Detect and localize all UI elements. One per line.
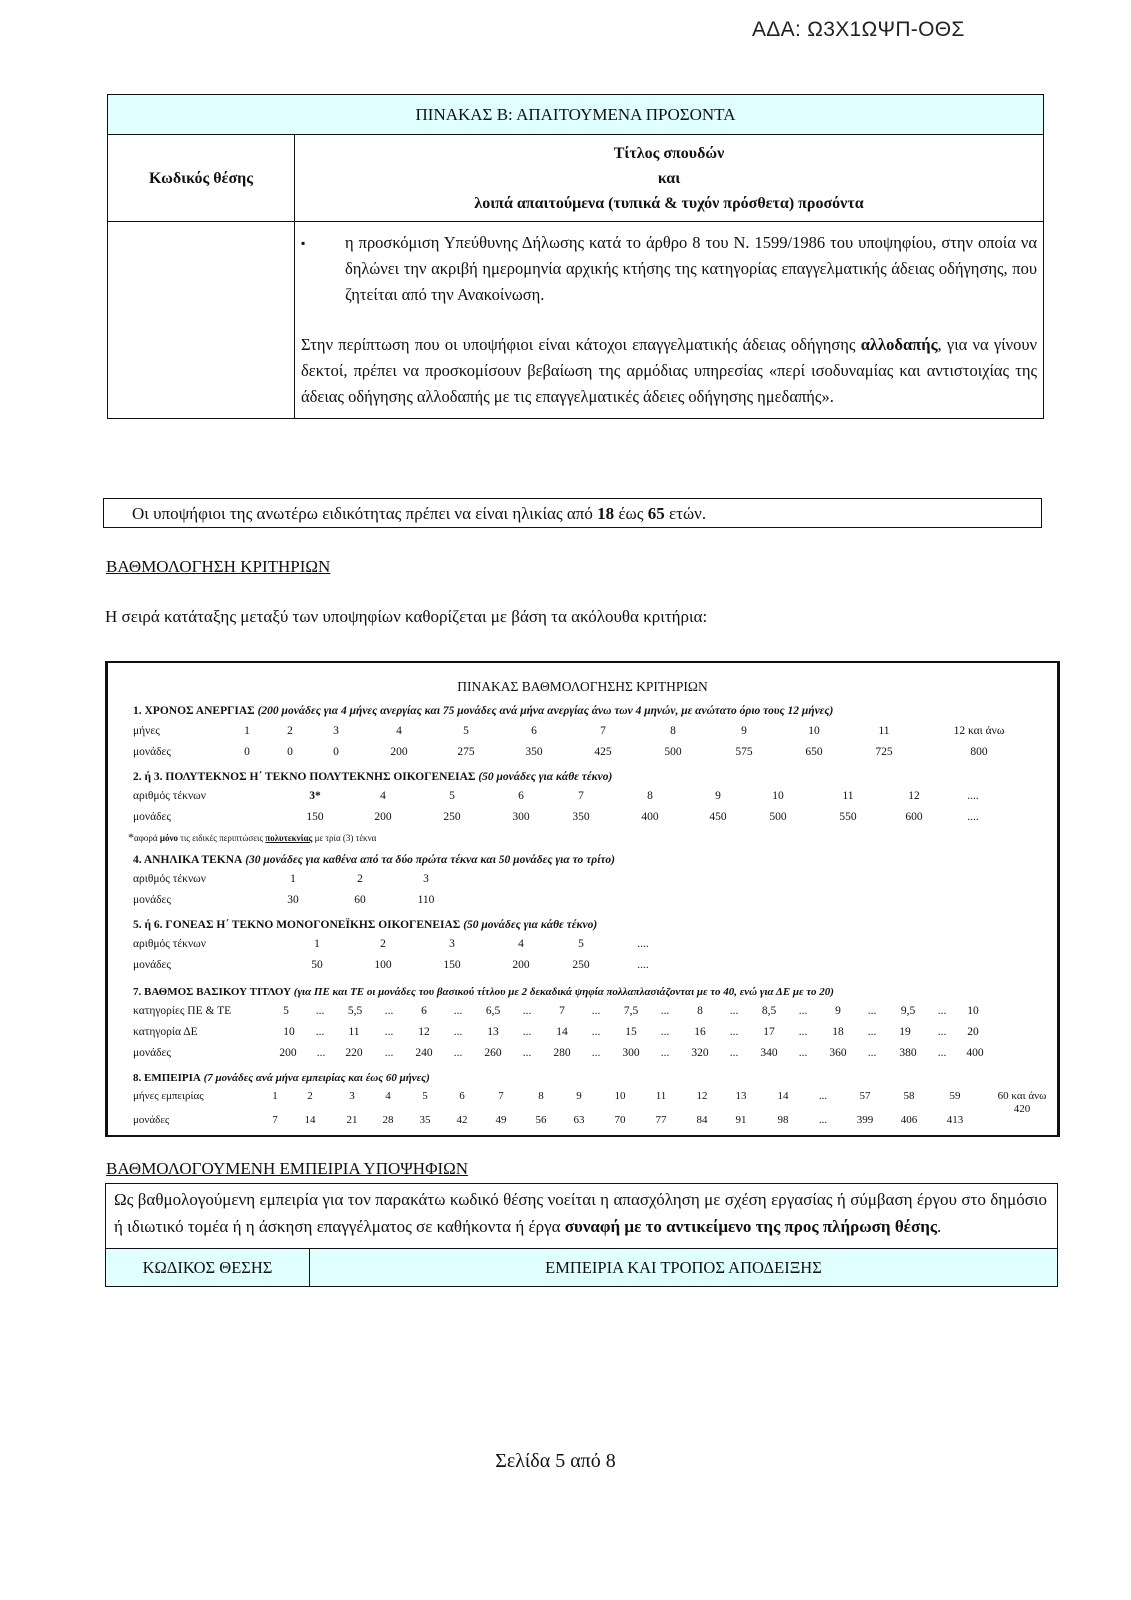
cell-value: 7 [578, 790, 584, 802]
cell-value: ... [798, 1047, 808, 1059]
age-requirement-box [103, 498, 1042, 528]
cell-value: 1 [244, 725, 250, 737]
cell-value: 2 [357, 873, 363, 885]
cell-value: ... [818, 1114, 828, 1126]
row-label: αριθμός τέκνων [133, 938, 206, 950]
cell-value: 7 [600, 725, 606, 737]
cell-value: 12 [418, 1026, 430, 1038]
cell-value: 4 [396, 725, 402, 737]
qualifications-cell [295, 222, 1044, 419]
cell-value: 63 [573, 1114, 585, 1126]
text: έως [614, 504, 648, 523]
cell-value: ... [729, 1026, 739, 1038]
cell-value: 14 [777, 1090, 789, 1102]
cell-value: 450 [709, 811, 727, 823]
cell-value: ... [660, 1047, 670, 1059]
cell-value: 30 [287, 894, 299, 906]
text: . [937, 1217, 942, 1236]
cell-value: ... [453, 1047, 463, 1059]
cell-value: 4 [518, 938, 524, 950]
cell-value: 4 [380, 790, 386, 802]
cell-value: 57 [859, 1090, 871, 1102]
cell-value: 250 [443, 811, 461, 823]
cell-value: ... [591, 1026, 601, 1038]
cell-value: 100 [374, 959, 392, 971]
cell-value: 9 [835, 1005, 841, 1017]
cell-value: 550 [839, 811, 857, 823]
cell-value: 5 [283, 1005, 289, 1017]
cell-value: .... [637, 938, 649, 950]
experience-description [106, 1184, 1058, 1249]
section-single-parent-heading: 5. ή 6. ΓΟΝΕΑΣ Η΄ ΤΕΚΝΟ ΜΟΝΟΓΟΝΕΪΚΗΣ ΟΙΚΟΓΕΝΕΙΑΣ (50 μονάδες για κάθε τέκνο) [133, 919, 598, 931]
cell-value: 260 [484, 1047, 502, 1059]
position-code-cell [108, 222, 295, 419]
experience-proof-header: ΕΜΠΕΙΡΙΑ ΚΑΙ ΤΡΟΠΟΣ ΑΠΟΔΕΙΞΗΣ [310, 1249, 1058, 1287]
cell-value: 3* [309, 790, 321, 802]
cell-value: 9,5 [900, 1005, 916, 1017]
cell-value: 84 [696, 1114, 708, 1126]
cell-value: 12 [696, 1090, 708, 1102]
cell-value: 3 [349, 1090, 355, 1102]
cell-value: 13 [487, 1026, 499, 1038]
cell-value: 5 [578, 938, 584, 950]
cell-value: 3 [333, 725, 339, 737]
large-family-footnote: *αφορά μόνο τις ειδικές περιπτώσεις πολυτεκνίας με τρία (3) τέκνα [128, 830, 377, 844]
cell-value: 5,5 [347, 1005, 363, 1017]
bullet-icon: ▪ [301, 236, 306, 250]
cell-value: 400 [966, 1047, 984, 1059]
page-number: Σελίδα 5 από 8 [495, 1450, 616, 1472]
cell-value: 650 [805, 746, 823, 758]
cell-value: 240 [415, 1047, 433, 1059]
cell-value: 413 [946, 1114, 964, 1126]
cell-value: 60 [354, 894, 366, 906]
cell-value: 58 [903, 1090, 915, 1102]
bold-text: συναφή με το αντικείμενο της προς πλήρωση θέσης [564, 1217, 938, 1236]
cell-value: ... [522, 1005, 532, 1017]
cell-value: 575 [735, 746, 753, 758]
cell-value: 98 [777, 1114, 789, 1126]
cell-value: 15 [625, 1026, 637, 1038]
cell-value: .... [967, 811, 979, 823]
cell-value: 6,5 [485, 1005, 501, 1017]
cell-value: 500 [664, 746, 682, 758]
cell-value: 11 [655, 1090, 667, 1102]
cell-value: 725 [875, 746, 893, 758]
cell-value: 250 [572, 959, 590, 971]
cell-value: 275 [457, 746, 475, 758]
cell-value: 19 [899, 1026, 911, 1038]
cell-value: 13 [735, 1090, 747, 1102]
cell-value: 12 [908, 790, 920, 802]
cell-value: 7 [559, 1005, 565, 1017]
cell-value: ... [660, 1005, 670, 1017]
cell-value: ... [867, 1026, 877, 1038]
text: Στην περίπτωση που οι υποψήφιοι είναι κάτοχοι επαγγελματικής άδειας οδήγησης [301, 335, 861, 354]
cell-value: 2 [380, 938, 386, 950]
cell-value: 8,5 [761, 1005, 777, 1017]
cell-value: ... [315, 1026, 325, 1038]
header-line: και [657, 169, 681, 187]
cell-value: 0 [244, 746, 250, 758]
cell-value: 49 [495, 1114, 507, 1126]
experience-table [105, 1183, 1058, 1287]
cell-value: 60 και άνω [997, 1090, 1047, 1102]
cell-value: ... [729, 1047, 739, 1059]
bullet-text: η προσκόμιση Υπεύθυνης Δήλωσης κατά το άρθρο 8 του Ν. 1599/1986 του υποψηφίου, στην οποία να δηλώνει την ακριβή ημερομηνία αρχικής κτήσης της κατηγορίας επαγγελματικής άδειας οδήγησης, που ζητείται από την Ανακοίνωση. [345, 233, 1037, 304]
cell-value: ... [315, 1005, 325, 1017]
cell-value: 340 [760, 1047, 778, 1059]
cell-value: 16 [694, 1026, 706, 1038]
cell-value: 9 [576, 1090, 582, 1102]
cell-value: ... [316, 1047, 326, 1059]
row-label: μονάδες [133, 1114, 170, 1126]
cell-value: 350 [525, 746, 543, 758]
cell-value: 6 [518, 790, 524, 802]
experience-heading: ΒΑΘΜΟΛΟΓΟΥΜΕΝΗ ΕΜΠΕΙΡΙΑ ΥΠΟΨΗΦΙΩΝ [106, 1159, 469, 1178]
cell-value: 42 [456, 1114, 468, 1126]
cell-value: 8 [670, 725, 676, 737]
section-minor-children-heading: 4. ΑΝΗΛΙΚΑ ΤΕΚΝΑ (30 μονάδες για καθένα από τα δύο πρώτα τέκνα και 50 μονάδες για το τρίτο) [133, 854, 615, 866]
cell-value: 800 [970, 746, 988, 758]
cell-value: 399 [856, 1114, 874, 1126]
bold-text: αλλοδαπής [860, 335, 938, 354]
criteria-heading: ΒΑΘΜΟΛΟΓΗΣΗ ΚΡΙΤΗΡΙΩΝ [106, 557, 331, 576]
cell-value: 6 [459, 1090, 465, 1102]
text: ετών. [664, 504, 707, 523]
foreign-license-paragraph [301, 332, 1037, 410]
cell-value: 0 [287, 746, 293, 758]
cell-value: ... [867, 1047, 877, 1059]
qualifications-header [295, 135, 1044, 222]
cell-value: 360 [829, 1047, 847, 1059]
cell-value: 5 [463, 725, 469, 737]
section-degree-grade-heading: 7. ΒΑΘΜΟΣ ΒΑΣΙΚΟΥ ΤΙΤΛΟΥ (για ΠΕ και ΤΕ οι μονάδες του βασικού τίτλου με 2 δεκαδικά ψηφία πολλαπλασιάζονται με το 40, ενώ για ΔΕ με το 20) [133, 986, 834, 998]
criteria-intro: Η σειρά κατάταξης μεταξύ των υποψηφίων καθορίζεται με βάση τα ακόλουθα κριτήρια: [105, 607, 708, 626]
cell-value: 200 [390, 746, 408, 758]
cell-value: 20 [967, 1026, 979, 1038]
cell-value: 220 [345, 1047, 363, 1059]
cell-value: 0 [333, 746, 339, 758]
cell-value: 10 [283, 1026, 295, 1038]
cell-value: 21 [346, 1114, 358, 1126]
cell-value: 1 [272, 1090, 278, 1102]
cell-value: 400 [641, 811, 659, 823]
cell-value: 3 [423, 873, 429, 885]
cell-value: ... [937, 1047, 947, 1059]
cell-value: 14 [556, 1026, 568, 1038]
row-label: μονάδες [133, 746, 171, 758]
cell-value: 91 [735, 1114, 747, 1126]
cell-value: ... [591, 1005, 601, 1017]
cell-value: 1 [290, 873, 296, 885]
cell-value: 1 [314, 938, 320, 950]
cell-value: 50 [311, 959, 323, 971]
cell-value: ... [867, 1005, 877, 1017]
cell-value: 18 [832, 1026, 844, 1038]
cell-value: 406 [900, 1114, 918, 1126]
cell-value: 2 [307, 1090, 313, 1102]
cell-value: 6 [421, 1005, 427, 1017]
cell-value: 300 [622, 1047, 640, 1059]
text: Ως βαθμολογούμενη εμπειρία για τον παρακάτω κωδικό θέσης νοείται η απασχόληση με σχέση εργασίας ή σύμβαση έργου στο δημόσιο ή ιδιωτικό τομέα ή η άσκηση επαγγέλματος σε καθήκοντα ή έργα [114, 1190, 1047, 1236]
row-label: μήνες εμπειρίας [133, 1090, 204, 1102]
cell-value: ... [591, 1047, 601, 1059]
cell-value: 14 [304, 1114, 316, 1126]
row-label: μονάδες [133, 1047, 171, 1059]
cell-value: 5 [449, 790, 455, 802]
cell-value: 2 [287, 725, 293, 737]
cell-value: 17 [763, 1026, 775, 1038]
row-label: κατηγορία ΔΕ [133, 1026, 198, 1038]
cell-value: ... [660, 1026, 670, 1038]
cell-value: 7 [498, 1090, 504, 1102]
cell-value: 280 [553, 1047, 571, 1059]
cell-value: 350 [572, 811, 590, 823]
cell-value: 9 [741, 725, 747, 737]
bullet-item [301, 230, 1037, 308]
cell-value: 420 [1013, 1103, 1031, 1115]
scoring-title: ΠΙΝΑΚΑΣ ΒΑΘΜΟΛΟΓΗΣΗΣ ΚΡΙΤΗΡΙΩΝ [457, 679, 708, 694]
cell-value: ... [384, 1005, 394, 1017]
cell-value: 150 [306, 811, 324, 823]
row-label: αριθμός τέκνων [133, 873, 206, 885]
cell-value: ... [384, 1047, 394, 1059]
section-experience-heading: 8. ΕΜΠΕΙΡΙΑ (7 μονάδες ανά μήνα εμπειρίας και έως 60 μήνες) [133, 1072, 430, 1084]
cell-value: 5 [422, 1090, 428, 1102]
max-age: 65 [647, 504, 665, 523]
position-code-header: ΚΩΔΙΚΟΣ ΘΕΣΗΣ [106, 1249, 310, 1287]
cell-value: 200 [279, 1047, 297, 1059]
cell-value: 7 [272, 1114, 278, 1126]
cell-value: 10 [967, 1005, 979, 1017]
cell-value: 425 [594, 746, 612, 758]
cell-value: 9 [715, 790, 721, 802]
cell-value: ... [453, 1005, 463, 1017]
cell-value: 10 [614, 1090, 626, 1102]
row-label: αριθμός τέκνων [133, 790, 206, 802]
min-age: 18 [597, 504, 615, 523]
section-unemployment-heading: 1. ΧΡΟΝΟΣ ΑΝΕΡΓΙΑΣ (200 μονάδες για 4 μήνες ανεργίας και 75 μονάδες ανά μήνα ανεργίας άνω των 4 μηνών, με ανώτατο όριο τους 12 μήνες) [133, 705, 834, 717]
row-label: μονάδες [133, 959, 171, 971]
cell-value: 8 [538, 1090, 544, 1102]
cell-value: ... [384, 1026, 394, 1038]
cell-value: ... [818, 1090, 828, 1102]
row-label: μονάδες [133, 811, 171, 823]
cell-value: 7,5 [623, 1005, 639, 1017]
cell-value: 59 [949, 1090, 961, 1102]
cell-value: 8 [647, 790, 653, 802]
cell-value: 12 και άνω [953, 725, 1005, 737]
cell-value: .... [637, 959, 649, 971]
table-title: ΠΙΝΑΚΑΣ Β: ΑΠΑΙΤΟΥΜΕΝΑ ΠΡΟΣΟΝΤΑ [108, 95, 1044, 135]
cell-value: ... [522, 1047, 532, 1059]
ada-code: ΑΔΑ: Ω3Χ1ΩΨΠ-ΟΘΣ [752, 18, 965, 41]
position-code-header: Κωδικός θέσης [108, 135, 295, 222]
cell-value: 150 [443, 959, 461, 971]
cell-value: 200 [512, 959, 530, 971]
cell-value: 4 [385, 1090, 391, 1102]
cell-value: 110 [417, 894, 435, 906]
requirements-table [107, 94, 1044, 419]
cell-value: 3 [449, 938, 455, 950]
cell-value: 11 [348, 1026, 360, 1038]
cell-value: 600 [905, 811, 923, 823]
cell-value: ... [798, 1026, 808, 1038]
cell-value: 380 [899, 1047, 917, 1059]
cell-value: ... [729, 1005, 739, 1017]
row-label: μήνες [133, 725, 160, 737]
section-large-family-heading: 2. ή 3. ΠΟΛΥΤΕΚΝΟΣ Η΄ ΤΕΚΝΟ ΠΟΛΥΤΕΚΝΗΣ ΟΙΚΟΓΕΝΕΙΑΣ (50 μονάδες για κάθε τέκνο) [133, 771, 613, 783]
header-line: Τίτλος σπουδών [613, 144, 725, 162]
cell-value: 320 [691, 1047, 709, 1059]
cell-value: ... [937, 1005, 947, 1017]
cell-value: 77 [655, 1114, 667, 1126]
cell-value: 500 [769, 811, 787, 823]
cell-value: ... [453, 1026, 463, 1038]
cell-value: .... [967, 790, 979, 802]
cell-value: 10 [808, 725, 820, 737]
cell-value: 28 [382, 1114, 394, 1126]
cell-value: 35 [419, 1114, 431, 1126]
cell-value: 300 [512, 811, 530, 823]
cell-value: 8 [697, 1005, 703, 1017]
row-label: κατηγορίες ΠΕ & ΤΕ [133, 1005, 232, 1017]
cell-value: 11 [842, 790, 854, 802]
text: Οι υποψήφιοι της ανωτέρω ειδικότητας πρέπει να είναι ηλικίας από [132, 504, 598, 523]
cell-value: ... [522, 1026, 532, 1038]
cell-value: ... [937, 1026, 947, 1038]
row-label: μονάδες [133, 894, 171, 906]
scoring-table [105, 661, 1060, 1137]
text: , για να γίνουν δεκτοί, πρέπει να προσκομίσουν βεβαίωση της αρμόδιας υπηρεσίας «περί ισοδυναμίας και αντιστοιχίας της άδειας οδήγησης αλλοδαπής με τις επαγγελματικές άδειες οδήγησης ημεδαπής». [301, 335, 1037, 406]
cell-value: 200 [374, 811, 392, 823]
header-line: λοιπά απαιτούμενα (τυπικά & τυχόν πρόσθετα) προσόντα [474, 194, 864, 212]
cell-value: ... [798, 1005, 808, 1017]
cell-value: 11 [878, 725, 890, 737]
cell-value: 70 [614, 1114, 626, 1126]
cell-value: 6 [531, 725, 537, 737]
cell-value: 10 [772, 790, 784, 802]
cell-value: 56 [535, 1114, 547, 1126]
